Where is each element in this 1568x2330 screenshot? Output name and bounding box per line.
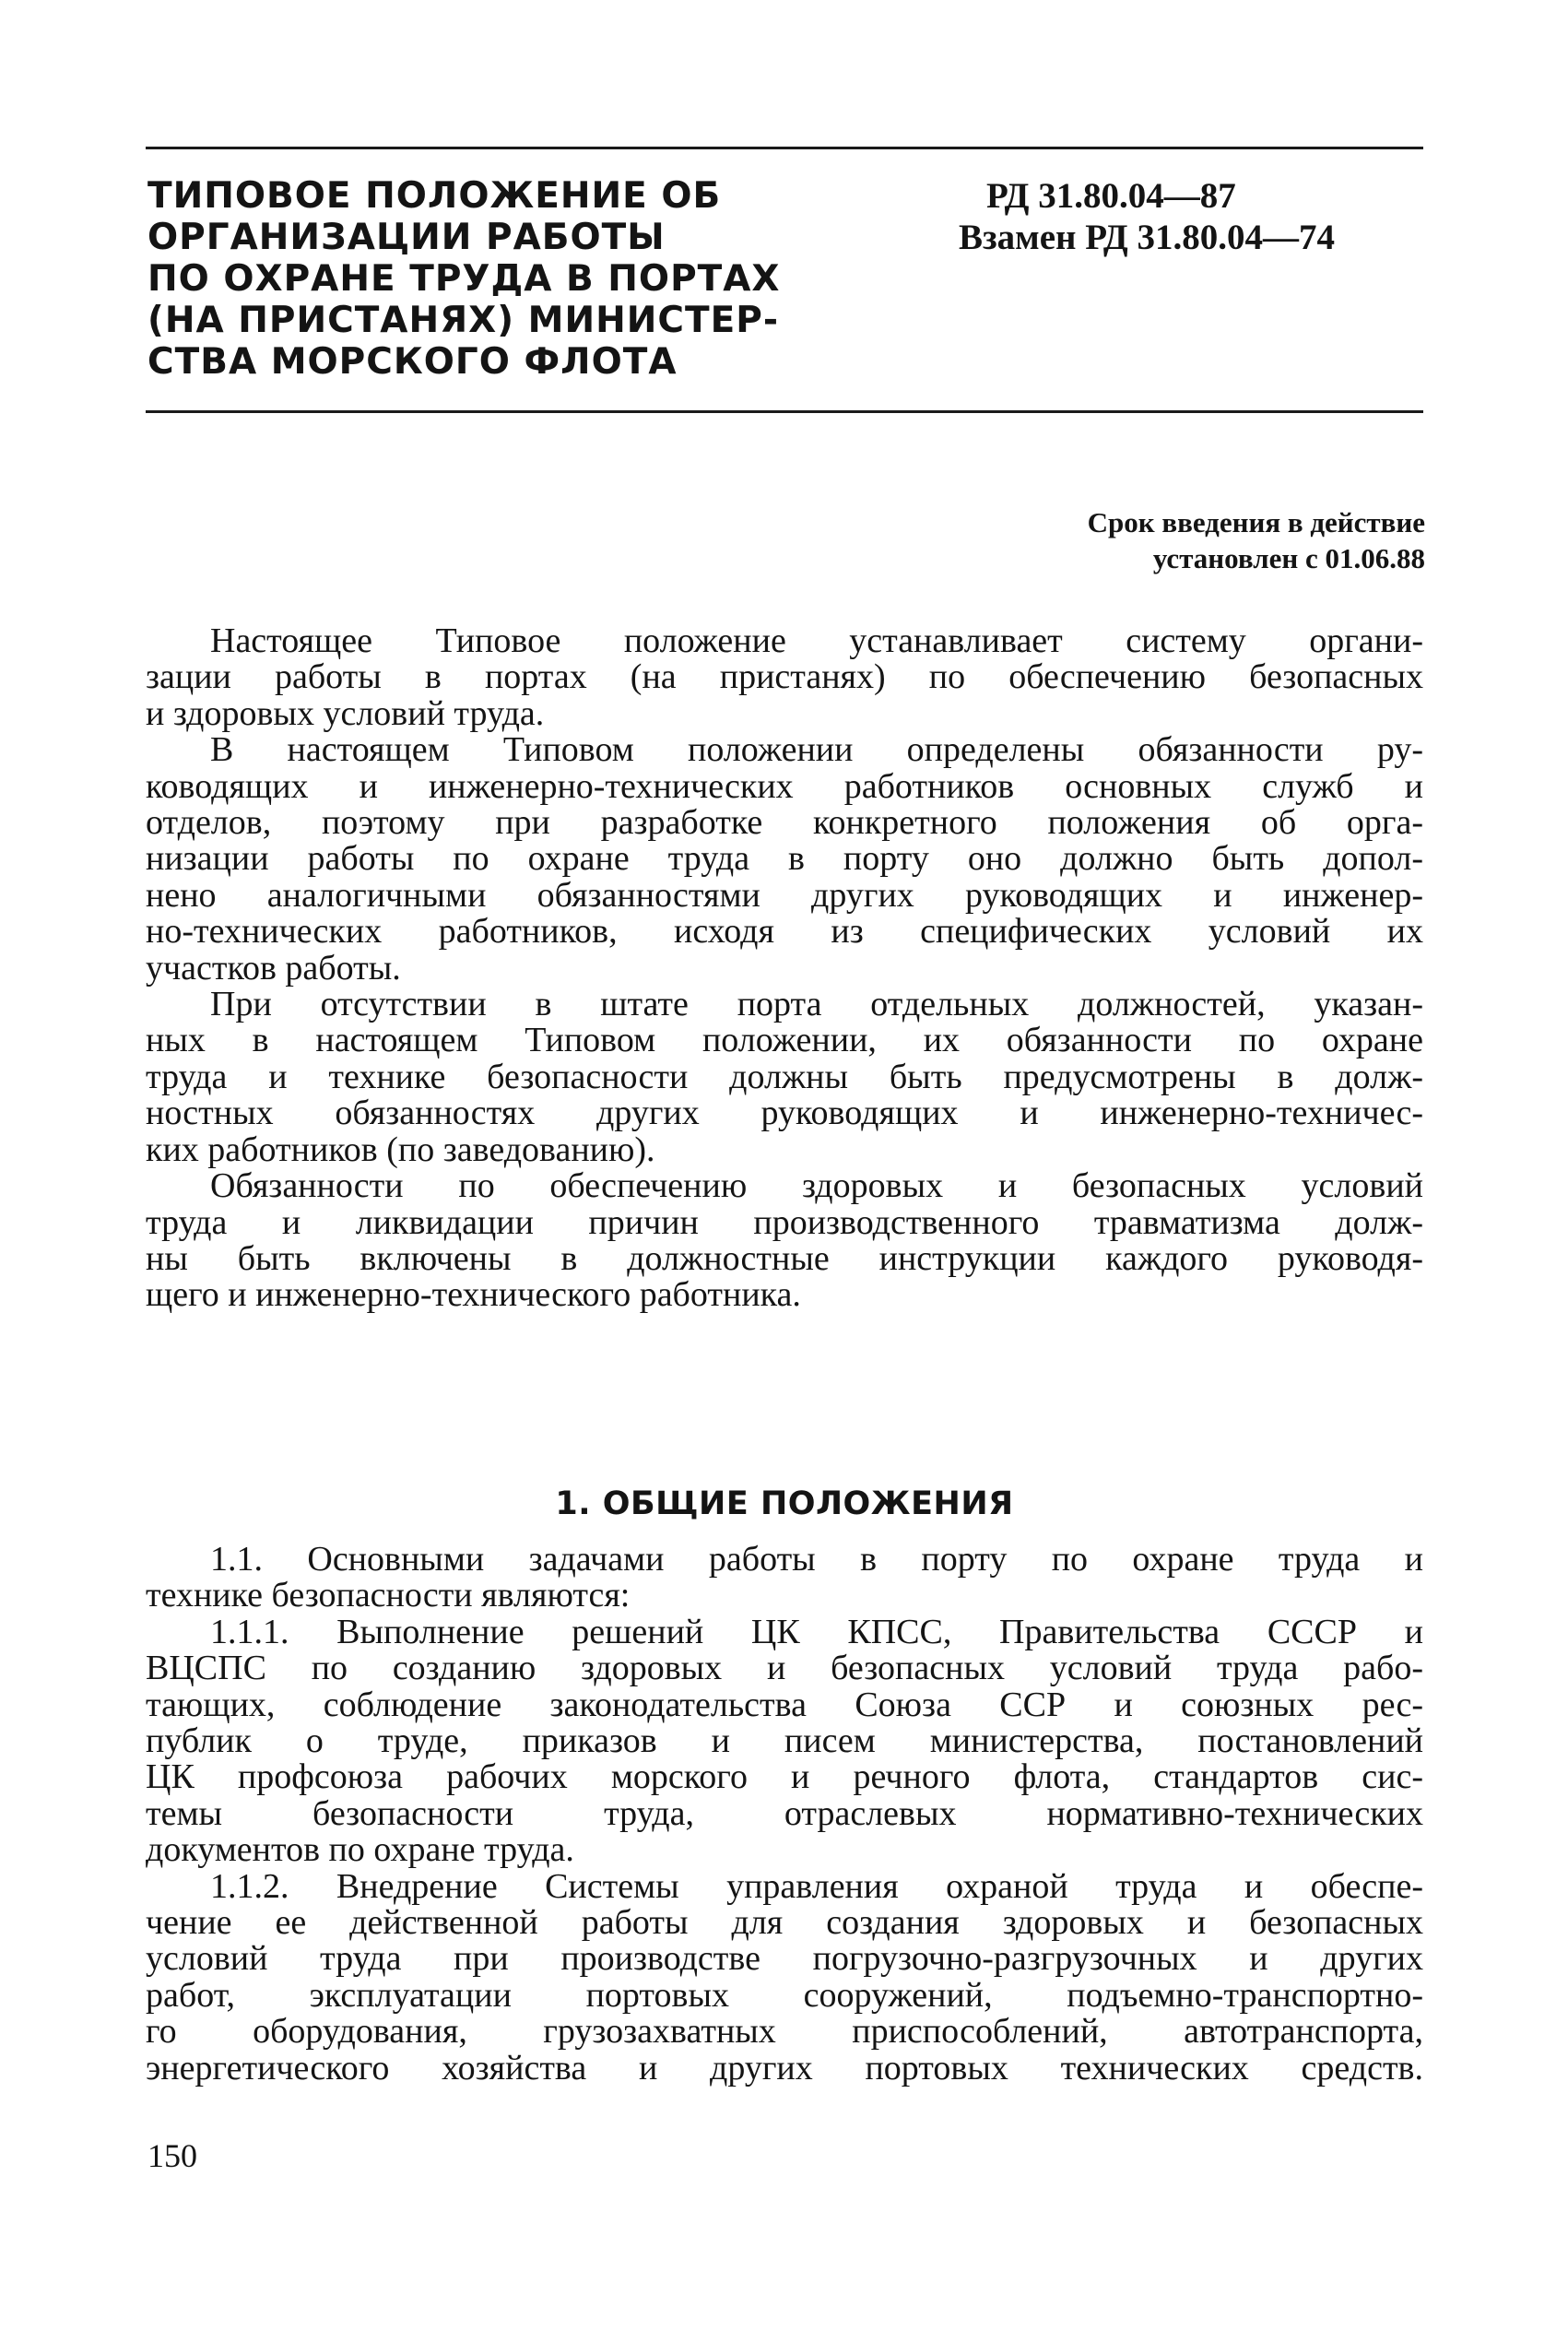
effective-date-note <box>1088 504 1425 576</box>
text-line: но-технических работников, исходя из специфических условий их <box>146 912 1423 952</box>
text-line: зации работы в портах (на пристанях) по обеспечению безопасных <box>146 657 1423 697</box>
text-line: работ, эксплуатации портовых сооружений, подъемно-транспортно- <box>146 1975 1423 2015</box>
text-line: ВЦСПС по созданию здоровых и безопасных условий труда рабо- <box>146 1649 1423 1688</box>
text-line: труда и технике безопасности должны быть предусмотрены в долж- <box>146 1057 1423 1096</box>
title-line: СТВА МОРСКОГО ФЛОТА <box>147 341 678 383</box>
paragraph <box>146 1542 1423 1614</box>
text-line: ных в настоящем Типовом положении, их обязанности по охране <box>146 1021 1423 1060</box>
section-text <box>146 1542 1423 2087</box>
paragraph <box>146 1866 1423 2088</box>
text-line: энергетического хозяйства и других портовых технических средств. <box>146 2048 1423 2088</box>
text-line: низации работы по охране труда в порту оно должно быть допол- <box>146 839 1423 879</box>
paragraph <box>146 623 1423 732</box>
text-line: труда и ликвидации причин производственного травматизма долж- <box>146 1202 1423 1242</box>
document-title <box>147 175 811 383</box>
text-line: Настоящее Типовое положение устанавливает систему органи- <box>210 621 1423 660</box>
paragraph <box>146 732 1423 987</box>
text-line: чение ее действенной работы для создания здоровых и безопасных <box>146 1903 1423 1943</box>
intro-text <box>146 623 1423 1314</box>
text-line: ЦК профсоюза рабочих морского и речного флота, стандартов сис- <box>146 1757 1423 1797</box>
text-line: ностных обязанностях других руководящих и инженерно-техничес- <box>146 1094 1423 1133</box>
title-line: ТИПОВОЕ ПОЛОЖЕНИЕ ОБ <box>147 175 722 217</box>
text-line: участков работы. <box>146 948 401 988</box>
text-line: щего и инженерно-технического работника. <box>146 1275 801 1315</box>
bottom-rule <box>146 410 1423 413</box>
page-number: 150 <box>147 2137 197 2174</box>
text-line: ководящих и инженерно-технических работников основных служб и <box>146 766 1423 806</box>
paragraph <box>146 1614 1423 1869</box>
text-line: 1.1.1. Выполнение решений ЦК КПСС, Правительства СССР и <box>210 1612 1423 1651</box>
text-line: ны быть включены в должностные инструкции каждого руководя- <box>146 1238 1423 1278</box>
top-rule <box>146 147 1423 149</box>
title-line: ОРГАНИЗАЦИИ РАБОТЫ <box>147 217 666 258</box>
text-line: нено аналогичными обязанностями других руководящих и инженер- <box>146 875 1423 915</box>
text-line: документов по охране труда. <box>146 1830 574 1870</box>
text-line: ких работников (по заведованию). <box>146 1130 655 1169</box>
text-line: При отсутствии в штате порта отдельных должностей, указан- <box>210 985 1423 1024</box>
text-line: го оборудования, грузозахватных приспособлений, автотранспорта, <box>146 2012 1423 2052</box>
paragraph <box>146 987 1423 1168</box>
effective-line-1: Срок введения в действие <box>1087 506 1425 538</box>
text-line: и здоровых условий труда. <box>146 693 545 733</box>
text-line: В настоящем Типовом положении определены обязанности ру- <box>210 730 1423 770</box>
document-id-block <box>959 175 1424 258</box>
title-line: (НА ПРИСТАНЯХ) МИНИСТЕР- <box>147 300 780 341</box>
text-line: отделов, поэтому при разработке конкретного положения об орга- <box>146 803 1423 843</box>
text-line: технике безопасности являются: <box>146 1576 631 1615</box>
text-line: тающих, соблюдение законодательства Союза ССР и союзных рес- <box>146 1685 1423 1724</box>
title-line: ПО ОХРАНЕ ТРУДА В ПОРТАХ <box>147 258 781 300</box>
text-line: Обязанности по обеспечению здоровых и безопасных условий <box>210 1166 1423 1206</box>
effective-line-2: установлен с 01.06.88 <box>1152 542 1425 574</box>
text-line: 1.1.2. Внедрение Системы управления охраной труда и обеспе- <box>210 1866 1423 1906</box>
text-line: публик о труде, приказов и писем министерства, постановлений <box>146 1721 1423 1761</box>
text-line: 1.1. Основными задачами работы в порту по охране труда и <box>210 1540 1423 1579</box>
section-title: 1. ОБЩИЕ ПОЛОЖЕНИЯ <box>555 1485 1014 1523</box>
text-line: условий труда при производстве погрузочно-разгрузочных и других <box>146 1939 1423 1979</box>
doc-code: РД 31.80.04—87 <box>986 176 1236 216</box>
replaces-code: Взамен РД 31.80.04—74 <box>959 218 1336 257</box>
text-line: темы безопасности труда, отраслевых нормативно-технических <box>146 1793 1423 1833</box>
paragraph <box>146 1168 1423 1314</box>
